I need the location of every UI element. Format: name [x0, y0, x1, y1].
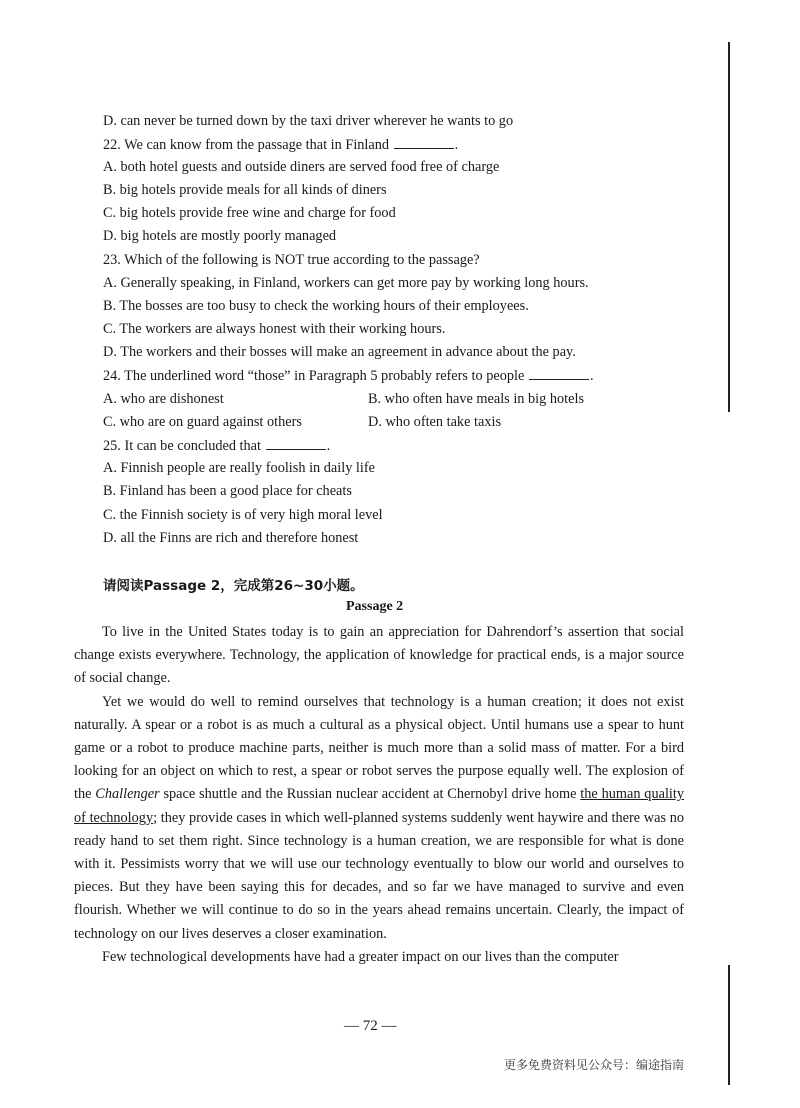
passage-paragraph-3: Few technological developments have had a greater impact on our lives than the computer: [102, 948, 619, 965]
q25-stem-end: .: [326, 438, 331, 454]
p2-italic-challenger: Challenger: [95, 786, 160, 803]
q25-option-b: B. Finland has been a good place for cheats: [103, 483, 352, 499]
q22-option-b: B. big hotels provide meals for all kinds of diners: [103, 182, 387, 198]
passage-paragraph-1: To live in the United States today is to gain an appreciation for Dahrendorf’s assertion that social change exists everywhere. Technology, the application of knowledge for practical ends, is a major source of social change.: [74, 624, 684, 687]
q22-stem: [103, 135, 458, 154]
q24-stem-end: .: [589, 368, 594, 384]
q24-option-b: B. who often have meals in big hotels: [368, 391, 585, 407]
q22-option-c: C. big hotels provide free wine and charge for food: [103, 205, 396, 221]
page-number: — 72 —: [344, 1018, 397, 1034]
answer-blank: [529, 366, 589, 380]
scan-edge-line: [728, 42, 730, 412]
q23-option-d: D. The workers and their bosses will make an agreement in advance about the pay.: [103, 344, 576, 360]
q25-stem-text: 25. It can be concluded that: [103, 438, 261, 454]
q23-option-b: B. The bosses are too busy to check the working hours of their employees.: [103, 298, 529, 314]
q23-stem: 23. Which of the following is NOT true according to the passage?: [103, 252, 480, 268]
q21-option-d: D. can never be turned down by the taxi driver wherever he wants to go: [103, 113, 514, 129]
q25-option-a: A. Finnish people are really foolish in daily life: [103, 460, 375, 476]
q24-stem: [103, 366, 594, 385]
scan-edge-line: [728, 965, 730, 1085]
q24-option-d: D. who often take taxis: [368, 414, 502, 430]
q22-option-a: A. both hotel guests and outside diners are served food free of charge: [103, 159, 500, 175]
q24-stem-text: 24. The underlined word “those” in Paragraph 5 probably refers to people: [103, 368, 525, 384]
footer-note: 更多免费资料见公众号：编途指南: [504, 1058, 685, 1072]
answer-blank: [394, 135, 454, 149]
q22-option-d: D. big hotels are mostly poorly managed: [103, 228, 337, 244]
passage-body: [74, 621, 684, 969]
passage-paragraph-2: [74, 691, 684, 946]
q23-option-a: A. Generally speaking, in Finland, workers can get more pay by working long hours.: [103, 275, 589, 291]
q24-option-c: C. who are on guard against others: [103, 414, 302, 430]
passage-title: Passage 2: [346, 599, 404, 614]
q25-option-c: C. the Finnish society is of very high moral level: [103, 507, 383, 523]
p2-part-c: ; they provide cases in which well-planned systems suddenly went haywire and there was no ready hand to set them right. Since technology is a human creation, we are responsible for what is done with it. Pessimists worry that we will use our technology eventually to blow our world and ourselves to pieces. But they have been saying this for decades, and so far we have managed to survive and even flourish. Whether we will continue to do so in the years ahead remains uncertain. Clearly, the impact of technology on our lives deserves a closer examination.: [74, 809, 684, 942]
p2-underlined-phrase: the human quality of technology: [74, 786, 685, 826]
q23-option-c: C. The workers are always honest with their working hours.: [103, 321, 446, 337]
answer-blank: [266, 436, 326, 450]
q22-stem-end: .: [454, 137, 459, 153]
section-heading: 请阅读Passage 2，完成第26~30小题。: [103, 578, 364, 594]
q22-stem-text: 22. We can know from the passage that in Finland: [103, 137, 390, 153]
q25-option-d: D. all the Finns are rich and therefore honest: [103, 530, 359, 546]
p2-part-b: space shuttle and the Russian nuclear accident at Chernobyl drive home: [163, 786, 577, 803]
q24-option-a: A. who are dishonest: [103, 391, 224, 407]
p2-part-a: Yet we would do well to remind ourselves that technology is a human creation; it does not exist naturally. A spear or a robot is as much a cultural as a physical object. Until humans use a spear to hunt game or a robot to produce machine parts, neither is much more than a solid mass of matter. For a bird looking for an object on which to rest, a spear or robot serves the purpose equally well. The explosion of the: [74, 693, 684, 803]
q25-stem: [103, 436, 330, 455]
